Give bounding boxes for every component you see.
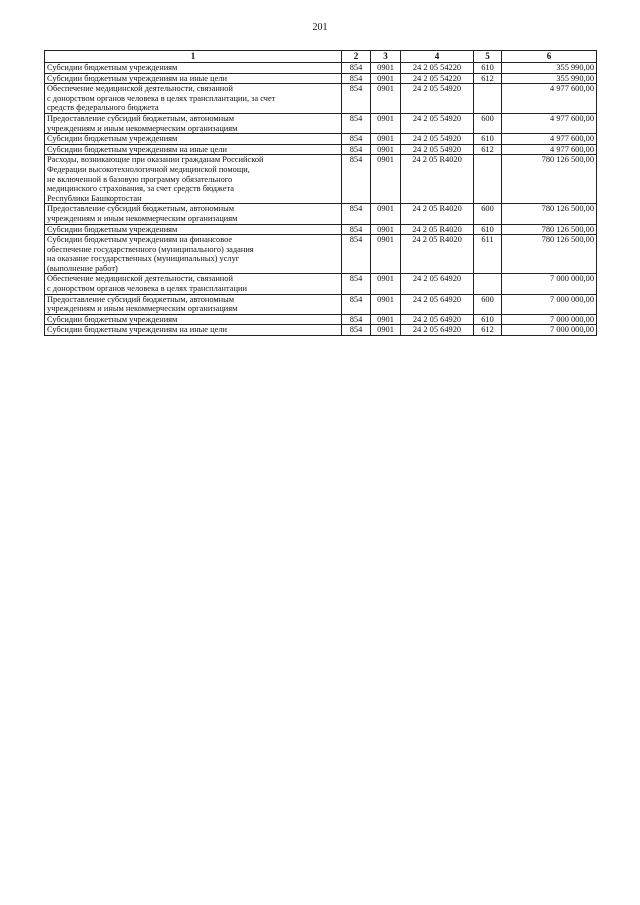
header-col-5: 5 [474,51,502,63]
row-target-article-cell: 24 2 05 64920 [401,294,474,314]
row-section-cell: 0901 [371,235,401,274]
row-expense-type-cell [474,155,502,204]
budget-table [44,50,597,336]
table-row [45,294,597,314]
row-name-cell [45,325,342,336]
row-target-article-cell: 24 2 05 R4020 [401,155,474,204]
row-name-line: Субсидии бюджетным учреждениям на иные цели [47,73,227,83]
table-row [45,325,597,336]
row-expense-type-cell: 611 [474,235,502,274]
row-name-line: Субсидии бюджетным учреждениям на финансовое [47,235,233,245]
row-expense-type-cell: 610 [474,224,502,235]
row-name-cell [45,155,342,204]
row-amount-cell: 4 977 600,00 [502,144,597,155]
page-number: 201 [312,22,328,33]
row-name-line: средств федерального бюджета [47,103,159,113]
row-target-article-cell: 24 2 05 54920 [401,113,474,133]
row-target-article-cell: 24 2 05 54920 [401,84,474,114]
row-name-line: учреждениям и иным некоммерческим организациям [47,213,238,223]
row-expense-type-cell: 600 [474,294,502,314]
row-ved-cell: 854 [342,235,371,274]
table-row [45,144,597,155]
row-section-cell: 0901 [371,144,401,155]
row-section-cell: 0901 [371,325,401,336]
row-section-cell: 0901 [371,84,401,114]
row-ved-cell: 854 [342,73,371,84]
table-row [45,235,597,274]
row-target-article-cell: 24 2 05 54920 [401,144,474,155]
row-target-article-cell: 24 2 05 R4020 [401,204,474,224]
row-name-line: с донорством органов человека в целях трансплантации, за счет [47,93,276,103]
row-name-cell [45,144,342,155]
row-amount-cell: 780 126 500,00 [502,235,597,274]
row-ved-cell: 854 [342,224,371,235]
row-name-line: Предоставление субсидий бюджетным, автономным [47,204,235,214]
table-body [45,63,597,336]
row-name-line: Федерации высокотехнологичной медицинской помощи, [47,164,250,174]
row-target-article-cell: 24 2 05 64920 [401,314,474,325]
row-target-article-cell: 24 2 05 R4020 [401,224,474,235]
row-section-cell: 0901 [371,113,401,133]
row-target-article-cell: 24 2 05 54220 [401,73,474,84]
row-name-line: Республики Башкортостан [47,193,142,203]
row-section-cell: 0901 [371,294,401,314]
row-amount-cell: 7 000 000,00 [502,314,597,325]
row-amount-cell: 7 000 000,00 [502,274,597,294]
row-ved-cell: 854 [342,294,371,314]
table-row [45,274,597,294]
row-ved-cell: 854 [342,84,371,114]
row-name-cell [45,235,342,274]
row-expense-type-cell [474,84,502,114]
table-row [45,73,597,84]
row-name-line: Обеспечение медицинской деятельности, связанной [47,84,233,94]
row-name-line: Субсидии бюджетным учреждениям [47,134,178,144]
row-amount-cell: 355 990,00 [502,63,597,74]
table-row [45,113,597,133]
row-name-line: медицинского страхования, за счет средств бюджета [47,184,234,194]
row-name-cell [45,224,342,235]
row-amount-cell: 7 000 000,00 [502,294,597,314]
row-amount-cell: 780 126 500,00 [502,155,597,204]
row-expense-type-cell: 610 [474,63,502,74]
row-name-cell [45,274,342,294]
header-col-6: 6 [502,51,597,63]
row-expense-type-cell: 600 [474,113,502,133]
table-header-row [45,51,597,63]
row-name-line: Предоставление субсидий бюджетным, автономным [47,113,235,123]
row-name-line: не включенной в базовую программу обязательного [47,174,233,184]
row-name-line: Субсидии бюджетным учреждениям [47,63,178,72]
table-row [45,204,597,224]
row-expense-type-cell: 610 [474,314,502,325]
row-amount-cell: 780 126 500,00 [502,204,597,224]
row-section-cell: 0901 [371,73,401,84]
row-name-line: на оказание государственных (муниципальных) услуг [47,254,240,264]
header-col-3: 3 [371,51,401,63]
table-row [45,84,597,114]
row-expense-type-cell: 600 [474,204,502,224]
row-section-cell: 0901 [371,274,401,294]
row-ved-cell: 854 [342,204,371,224]
row-ved-cell: 854 [342,144,371,155]
header-col-1: 1 [45,51,342,63]
row-amount-cell: 4 977 600,00 [502,84,597,114]
row-name-line: учреждениям и иным некоммерческим организациям [47,304,238,314]
row-expense-type-cell [474,274,502,294]
row-target-article-cell: 24 2 05 54920 [401,134,474,145]
table-row [45,63,597,74]
row-name-line: Обеспечение медицинской деятельности, связанной [47,274,233,284]
row-amount-cell: 4 977 600,00 [502,134,597,145]
row-name-cell [45,294,342,314]
row-name-line: с донорством органов человека в целях трансплантации [47,284,247,294]
row-ved-cell: 854 [342,134,371,145]
row-expense-type-cell: 612 [474,325,502,336]
row-ved-cell: 854 [342,274,371,294]
row-target-article-cell: 24 2 05 R4020 [401,235,474,274]
row-section-cell: 0901 [371,134,401,145]
row-name-line: (выполнение работ) [47,263,118,273]
row-target-article-cell: 24 2 05 64920 [401,325,474,336]
row-name-line: обеспечение государственного (муниципального) задания [47,244,254,254]
row-ved-cell: 854 [342,113,371,133]
row-name-line: Субсидии бюджетным учреждениям на иные цели [47,325,227,335]
table-row [45,314,597,325]
row-name-line: учреждениям и иным некоммерческим организациям [47,123,238,133]
row-ved-cell: 854 [342,155,371,204]
row-name-line: Субсидии бюджетным учреждениям на иные цели [47,144,227,154]
row-name-cell [45,314,342,325]
row-name-line: Субсидии бюджетным учреждениям [47,314,178,324]
row-name-line: Предоставление субсидий бюджетным, автономным [47,294,235,304]
row-section-cell: 0901 [371,155,401,204]
row-name-cell [45,63,342,74]
row-name-cell [45,204,342,224]
row-name-cell [45,113,342,133]
header-col-2: 2 [342,51,371,63]
table-row [45,134,597,145]
row-section-cell: 0901 [371,314,401,325]
row-amount-cell: 4 977 600,00 [502,113,597,133]
table-row [45,224,597,235]
table-row [45,155,597,204]
row-name-cell [45,134,342,145]
row-section-cell: 0901 [371,204,401,224]
row-amount-cell: 355 990,00 [502,73,597,84]
row-name-cell [45,73,342,84]
row-ved-cell: 854 [342,325,371,336]
row-section-cell: 0901 [371,63,401,74]
row-name-cell [45,84,342,114]
row-target-article-cell: 24 2 05 64920 [401,274,474,294]
row-section-cell: 0901 [371,224,401,235]
row-ved-cell: 854 [342,314,371,325]
header-col-4: 4 [401,51,474,63]
row-expense-type-cell: 612 [474,144,502,155]
row-target-article-cell: 24 2 05 54220 [401,63,474,74]
row-name-line: Расходы, возникающие при оказании гражданам Российской [47,155,264,165]
row-name-line: Субсидии бюджетным учреждениям [47,224,178,234]
row-expense-type-cell: 610 [474,134,502,145]
row-amount-cell: 780 126 500,00 [502,224,597,235]
row-expense-type-cell: 612 [474,73,502,84]
row-amount-cell: 7 000 000,00 [502,325,597,336]
row-ved-cell: 854 [342,63,371,74]
